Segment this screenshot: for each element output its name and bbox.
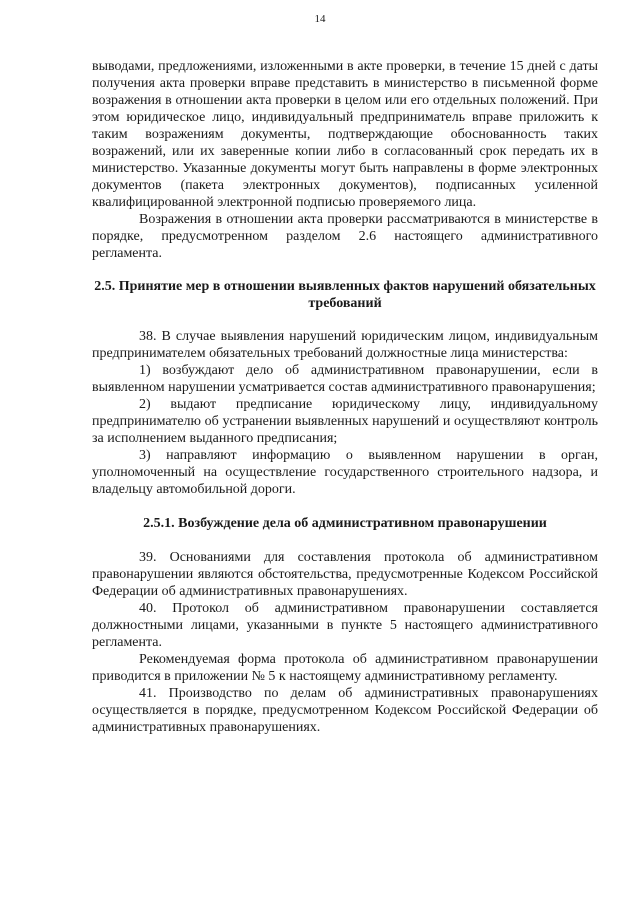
document-body (92, 58, 598, 736)
paragraph-item-40: 40. Протокол об административном правонарушении составляется должностными лицами, указанными в пункте 5 настоящего административного регламента. (92, 601, 598, 650)
paragraph-objections-submission: выводами, предложениями, изложенными в акте проверки, в течение 15 дней с даты получения акта проверки вправе представить в министерство в письменной форме возражения в отношении акта проверки в целом или его отдельных положений. При этом юридическое лицо, индивидуальный предприниматель вправе приложить к таким возражениям документы, подтверждающие обоснованность таких возражений, или их заверенные копии либо в согласованный срок передать их в министерство. Указанные документы могут быть направлены в форме электронных документов (пакета электронных документов), подписанных усиленной квалифицированной электронной подписью проверяемого лица. (92, 59, 598, 210)
list-item-2: 2) выдают предписание юридическому лицу, индивидуальному предпринимателю об устранении выявленных нарушений и осуществляют контроль за исполнением выданного предписания; (92, 397, 598, 446)
list-item-3: 3) направляют информацию о выявленном нарушении в орган, уполномоченный на осуществление государственного строительного надзора, и владельцу автомобильной дороги. (92, 448, 598, 497)
paragraph-item-38: 38. В случае выявления нарушений юридическим лицом, индивидуальным предпринимателем обязательных требований должностные лица министерства: (92, 329, 598, 361)
spacer (92, 498, 598, 515)
spacer (92, 532, 598, 549)
paragraph-item-41: 41. Производство по делам об административных правонарушениях осуществляется в порядке, предусмотренном Кодексом Российской Федерации об административных правонарушениях. (92, 686, 598, 735)
section-heading-2-5-1: 2.5.1. Возбуждение дела об административном правонарушении (143, 516, 547, 531)
page-number: 14 (314, 13, 326, 25)
list-item-1: 1) возбуждают дело об административном правонарушении, если в выявленном нарушении усматривается состав административного правонарушения; (92, 363, 598, 395)
paragraph-item-39: 39. Основаниями для составления протокола об административном правонарушении являются обстоятельства, предусмотренные Кодексом Российской Федерации об административных правонарушениях. (92, 550, 598, 599)
paragraph-protocol-form: Рекомендуемая форма протокола об административном правонарушении приводится в приложении № 5 к настоящему административному регламенту. (92, 652, 598, 684)
spacer (92, 312, 598, 328)
spacer (92, 262, 598, 278)
section-heading-2-5: 2.5. Принятие мер в отношении выявленных фактов нарушений обязательных требований (94, 279, 596, 311)
paragraph-objections-review: Возражения в отношении акта проверки рассматриваются в министерстве в порядке, предусмотренном разделом 2.6 настоящего административного регламента. (92, 212, 598, 261)
